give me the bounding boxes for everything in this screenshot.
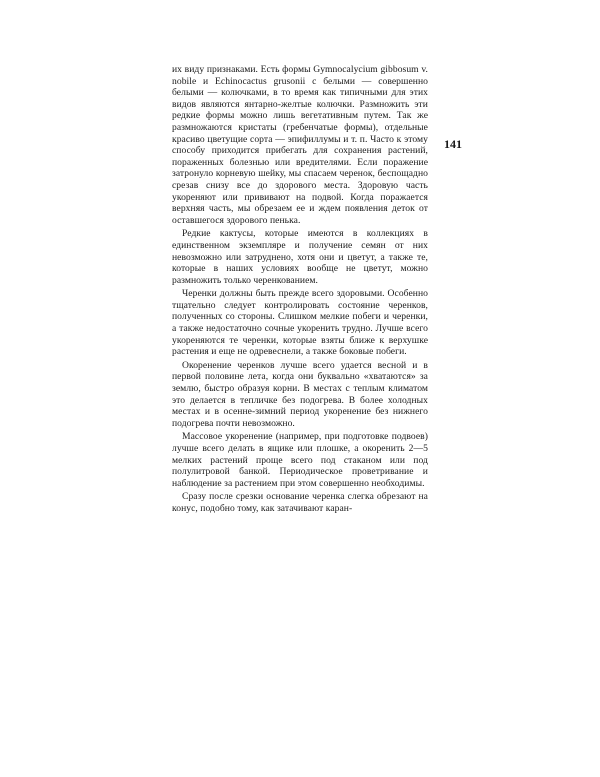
- page-number: 141: [444, 137, 462, 151]
- paragraph-5: Массовое укоренение (например, при подготовке подвоев) лучше всего делать в ящике или плошке, а окоренить 2—5 мелких растений проще всего под стаканом или под полулитровой банкой. Периодическое проветривание и наблюдение за растением при этом совершенно необходимы.: [172, 431, 428, 489]
- paragraph-3: Черенки должны быть прежде всего здоровыми. Особенно тщательно следует контролировать состояние черенков, полученных со стороны. Слишком мелкие побеги и черенки, а также недостаточно сочные укоренить трудно. Лучше всего укореняются те черенки, которые взяты ближе к верхушке растения и еще не одревеснели, а также боковые побеги.: [172, 288, 428, 358]
- paragraph-1: их виду признаками. Есть формы Gymnocalycium gibbosum v. nobile и Echinocactus grusonii с белыми — совершенно белыми — колючками, в то время как типичными для этих видов являются янтарно-желтые колючки. Размножить эти редкие формы можно лишь вегетативным путем. Так же размножаются кристаты (гребенчатые формы), отдельные красиво цветущие сорта — эпифиллумы и т. п. Часто к этому способу приходится прибегать для сохранения растений, пораженных болезнью или вредителями. Если поражение затронуло корневую шейку, мы спасаем черенок, беспощадно срезав снизу все до здорового места. Здоровую часть укореняют или прививают на подвой. Когда поражается верхняя часть, мы обрезаем ее и ждем появления деток от оставшегося здорового пенька.: [172, 64, 428, 226]
- body-text: [172, 64, 428, 515]
- paragraph-4: Окоренение черенков лучше всего удается весной и в первой половине лета, когда они буквально «хватаются» за землю, быстро образуя корни. В местах с теплым климатом это делается в тепличке без подогрева. В более холодных местах и в осенне-зимний период укоренение без нижнего подогрева почти невозможно.: [172, 359, 428, 429]
- paragraph-2: Редкие кактусы, которые имеются в коллекциях в единственном экземпляре и получение семян от них невозможно или затруднено, хотя они и цветут, а также те, которые в наших условиях вообще не цветут, можно размножить только черенкованием.: [172, 228, 428, 286]
- paragraph-6: Сразу после срезки основание черенка слегка обрезают на конус, подобно тому, как затачивают каран-: [172, 491, 428, 514]
